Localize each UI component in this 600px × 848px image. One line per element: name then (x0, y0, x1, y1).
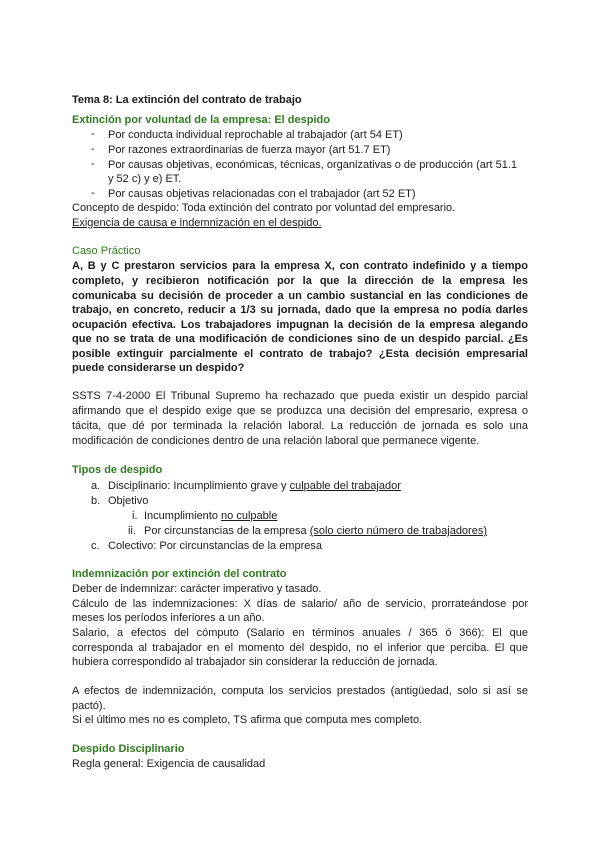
case-line: completo, y recibieron notificación por la que la dirección de la empresa les (72, 275, 528, 287)
case-line: ocupación efectiva. Los trabajadores impugnan la decisión de la empresa alegando (72, 319, 528, 331)
paragraph-line: Cálculo de las indemnizaciones: X días de salario/ año de servicio, prorrateándose por (72, 598, 528, 610)
paragraph-line: A efectos de indemnización, computa los servicios prestados (antigüedad, solo si así se (72, 685, 528, 697)
list-marker: b. (91, 495, 101, 507)
list-item: Por causas objetivas relacionadas con el trabajador (art 52 ET) (108, 188, 416, 200)
paragraph-line: meses los períodos inferiores a un año. (72, 612, 265, 624)
list-item-disciplinario: Disciplinario: Incumplimiento grave y culpable del trabajador (108, 480, 401, 492)
section-heading-indemnizacion: Indemnización por extinción del contrato (72, 568, 287, 580)
list-item: Por conducta individual reprochable al trabajador (art 54 ET) (108, 129, 403, 141)
list-item: Por causas objetivas, económicas, técnicas, organizativas o de producción (art 51.1 (108, 159, 518, 171)
case-line: comunicaba su decisión de proceder a un cambio sustancial en las condiciones de (72, 290, 528, 302)
paragraph-line: Salario, a efectos del cómputo (Salario en términos anuales / 365 ó 366): El que (72, 627, 528, 639)
document-title: Tema 8: La extinción del contrato de trabajo (72, 94, 302, 106)
section-heading-tipos: Tipos de despido (72, 464, 163, 476)
case-line: A, B y C prestaron servicios para la empresa X, con contrato indefinido y a tiempo (72, 260, 528, 272)
list-item: Por razones extraordinarias de fuerza mayor (art 51.7 ET) (108, 144, 391, 156)
list-item-continuation: y 52 c) y e) ET. (108, 173, 182, 185)
sublist-item: Incumplimiento no culpable (144, 510, 278, 522)
paragraph-line: Deber de indemnizar: carácter imperativo y tasado. (72, 583, 322, 595)
paragraph-line: Regla general: Exigencia de causalidad (72, 758, 266, 770)
concept-text: Concepto de despido: Toda extinción del contrato por voluntad del empresario. (72, 202, 456, 214)
sublist-item: Por circunstancias de la empresa (solo cierto número de trabajadores) (144, 525, 487, 537)
bullet-dash: - (91, 158, 95, 170)
ssts-line: modificación de condiciones dentro de una relación laboral que permanece vigente. (72, 435, 480, 447)
ssts-line: tácita, que dé por terminada la relación laboral. La reducción de jornada es solo una (72, 420, 528, 432)
ssts-line: SSTS 7-4-2000 El Tribunal Supremo ha rechazado que pueda existir un despido parcial (72, 390, 528, 402)
case-line: que no se trata de una modificación de condiciones sino de un despido parcial. ¿Es (72, 333, 528, 345)
bullet-dash: - (91, 143, 95, 155)
list-marker: c. (91, 540, 100, 552)
paragraph-line: Si el último mes no es completo, TS afirma que computa mes completo. (72, 714, 423, 726)
requirement-text: Exigencia de causa e indemnización en el despido. (72, 217, 322, 229)
list-marker: ii. (128, 525, 136, 537)
paragraph-line: hubiera correspondido al trabajador sin considerar la reducción de jornada. (72, 656, 438, 668)
section-heading-despido: Extinción por voluntad de la empresa: El despido (72, 114, 330, 126)
section-heading-disciplinario: Despido Disciplinario (72, 743, 185, 755)
list-item-objetivo: Objetivo (108, 495, 149, 507)
list-marker: i. (132, 510, 138, 522)
bullet-dash: - (91, 187, 95, 199)
list-item-colectivo: Colectivo: Por circunstancias de la empresa (108, 540, 322, 552)
bullet-dash: - (91, 128, 95, 140)
case-line: trabajo, en concreto, reducir a 1/3 su jornada, dado que la empresa no podía darles (72, 304, 528, 316)
paragraph-line: corresponda al trabajador en el momento del despido, no el inferior que perciba. El que (72, 642, 528, 654)
case-line: posible extinguir parcialmente el contrato de trabajo? ¿Esta decisión empresarial (72, 348, 528, 360)
ssts-line: afirmando que el despido exige que se produzca una decisión del empresario, expresa o (72, 405, 528, 417)
paragraph-line: pactó). (72, 700, 106, 712)
case-line: puede considerarse un despido? (72, 362, 245, 374)
section-heading-caso: Caso Práctico (72, 245, 141, 257)
list-marker: a. (91, 480, 101, 492)
